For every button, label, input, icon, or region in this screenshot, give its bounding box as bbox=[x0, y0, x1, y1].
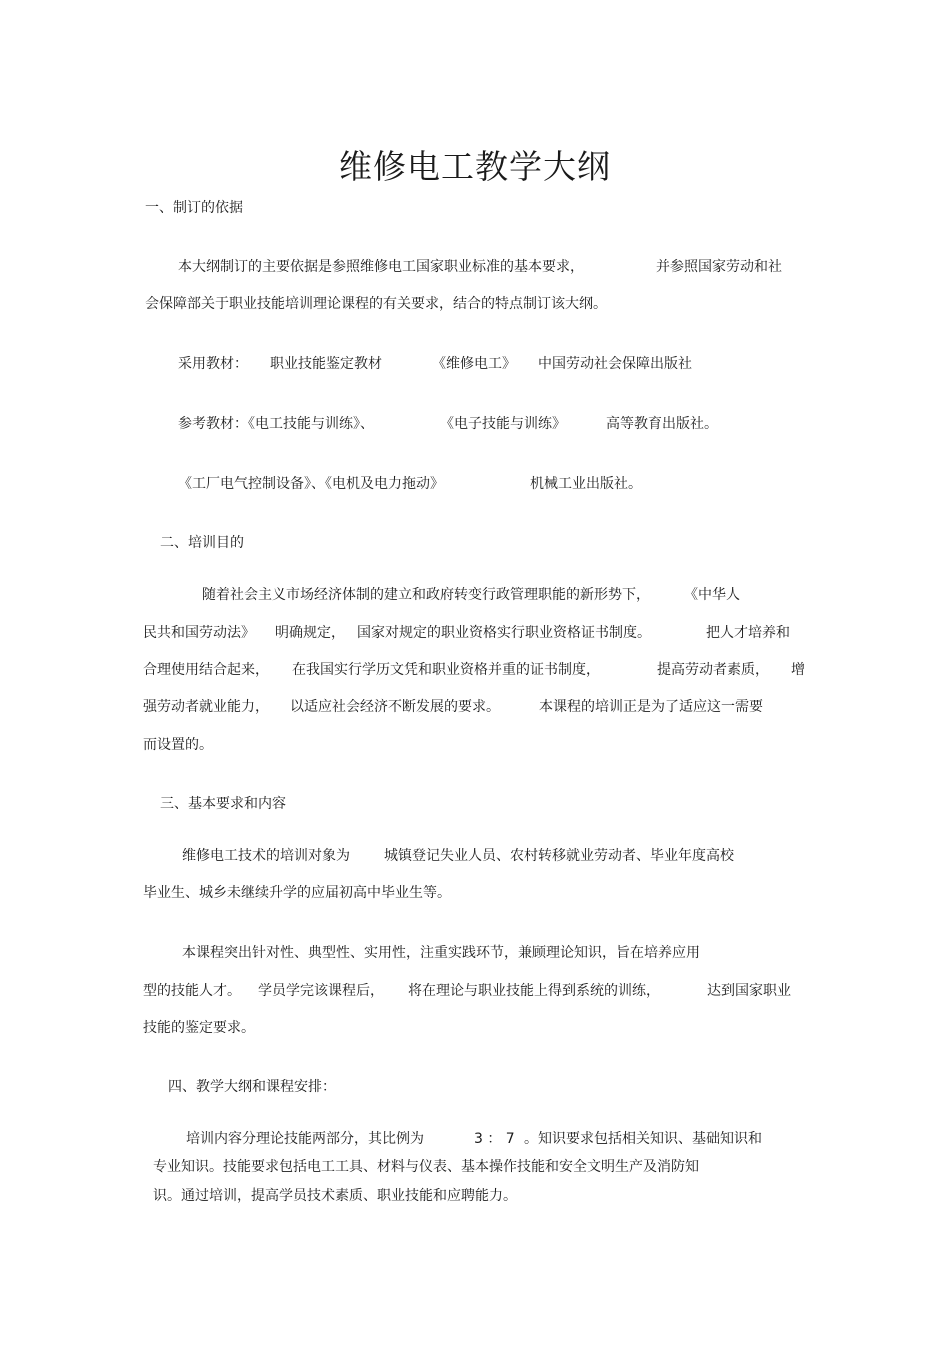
textbook-publisher: 中国劳动社会保障出版社 bbox=[538, 356, 692, 372]
paragraph-text: 并参照国家劳动和社 bbox=[656, 259, 782, 275]
paragraph-text: 识。通过培训，提高学员技术素质、职业技能和应聘能力。 bbox=[153, 1188, 517, 1204]
paragraph-text: 本大纲制订的主要依据是参照维修电工国家职业标准的基本要求， bbox=[178, 259, 584, 275]
paragraph-text: 型的技能人才。 bbox=[143, 983, 241, 999]
paragraph-text: 培训内容分理论技能两部分，其比例为 bbox=[186, 1131, 424, 1147]
paragraph-text: 在我国实行学历文凭和职业资格并重的证书制度， bbox=[292, 662, 600, 678]
paragraph-text: 技能的鉴定要求。 bbox=[143, 1020, 255, 1036]
paragraph-text: 国家对规定的职业资格实行职业资格证书制度。 bbox=[357, 625, 651, 641]
reference-publisher: 高等教育出版社。 bbox=[606, 416, 718, 432]
paragraph-text: 以适应社会经济不断发展的要求。 bbox=[290, 699, 500, 715]
paragraph-text: 把人才培养和 bbox=[706, 625, 790, 641]
page-title: 维修电工教学大纲 bbox=[339, 147, 611, 187]
paragraph-text: 《中华人 bbox=[684, 587, 740, 603]
paragraph-text: 本课程的培训正是为了适应这一需要 bbox=[539, 699, 763, 715]
paragraph-text: 明确规定， bbox=[275, 625, 345, 641]
reference-publisher: 机械工业出版社。 bbox=[530, 476, 642, 492]
section-heading-requirements: 三、基本要求和内容 bbox=[160, 796, 286, 812]
paragraph-text: 专业知识。技能要求包括电工工具、材料与仪表、基本操作技能和安全文明生产及消防知 bbox=[153, 1159, 699, 1175]
paragraph-text: 提高劳动者素质， bbox=[657, 662, 769, 678]
paragraph-text: 会保障部关于职业技能培训理论课程的有关要求，结合的特点制订该大纲。 bbox=[145, 296, 607, 312]
reference-book: 《工厂电气控制设备》、《电机及电力拖动》 bbox=[178, 476, 444, 492]
section-heading-purpose: 二、培训目的 bbox=[160, 535, 244, 551]
paragraph-text: 将在理论与职业技能上得到系统的训练， bbox=[408, 983, 660, 999]
paragraph-text: 毕业生、城乡未继续升学的应届初高中毕业生等。 bbox=[143, 885, 451, 901]
paragraph-text: 随着社会主义市场经济体制的建立和政府转变行政管理职能的新形势下， bbox=[202, 587, 650, 603]
paragraph-text: 本课程突出针对性、典型性、实用性，注重实践环节，兼顾理论知识，旨在培养应用 bbox=[182, 945, 700, 961]
textbook-type: 职业技能鉴定教材 bbox=[270, 356, 382, 372]
paragraph-text: 城镇登记失业人员、农村转移就业劳动者、毕业年度高校 bbox=[384, 848, 734, 864]
paragraph-text: 民共和国劳动法》 bbox=[143, 625, 255, 641]
paragraph-text: 合理使用结合起来， bbox=[143, 662, 269, 678]
paragraph-text: 增 bbox=[791, 662, 805, 678]
section-heading-basis: 一、制订的依据 bbox=[145, 200, 243, 216]
paragraph-text: 而设置的。 bbox=[143, 737, 213, 753]
ratio-value: 3 ： 7 bbox=[474, 1131, 515, 1147]
paragraph-text: 强劳动者就业能力， bbox=[143, 699, 269, 715]
paragraph-text: 达到国家职业 bbox=[707, 983, 791, 999]
textbook-title: 《维修电工》 bbox=[432, 356, 516, 372]
paragraph-text: 。知识要求包括相关知识、基础知识和 bbox=[524, 1131, 762, 1147]
section-heading-syllabus: 四、教学大纲和课程安排： bbox=[168, 1079, 336, 1095]
paragraph-text: 学员学完该课程后， bbox=[258, 983, 384, 999]
reference-book: 《电子技能与训练》 bbox=[440, 416, 566, 432]
reference-book: 参考教材：《电工技能与训练》、 bbox=[178, 416, 374, 432]
paragraph-text: 维修电工技术的培训对象为 bbox=[182, 848, 350, 864]
textbook-label: 采用教材： bbox=[178, 356, 248, 372]
